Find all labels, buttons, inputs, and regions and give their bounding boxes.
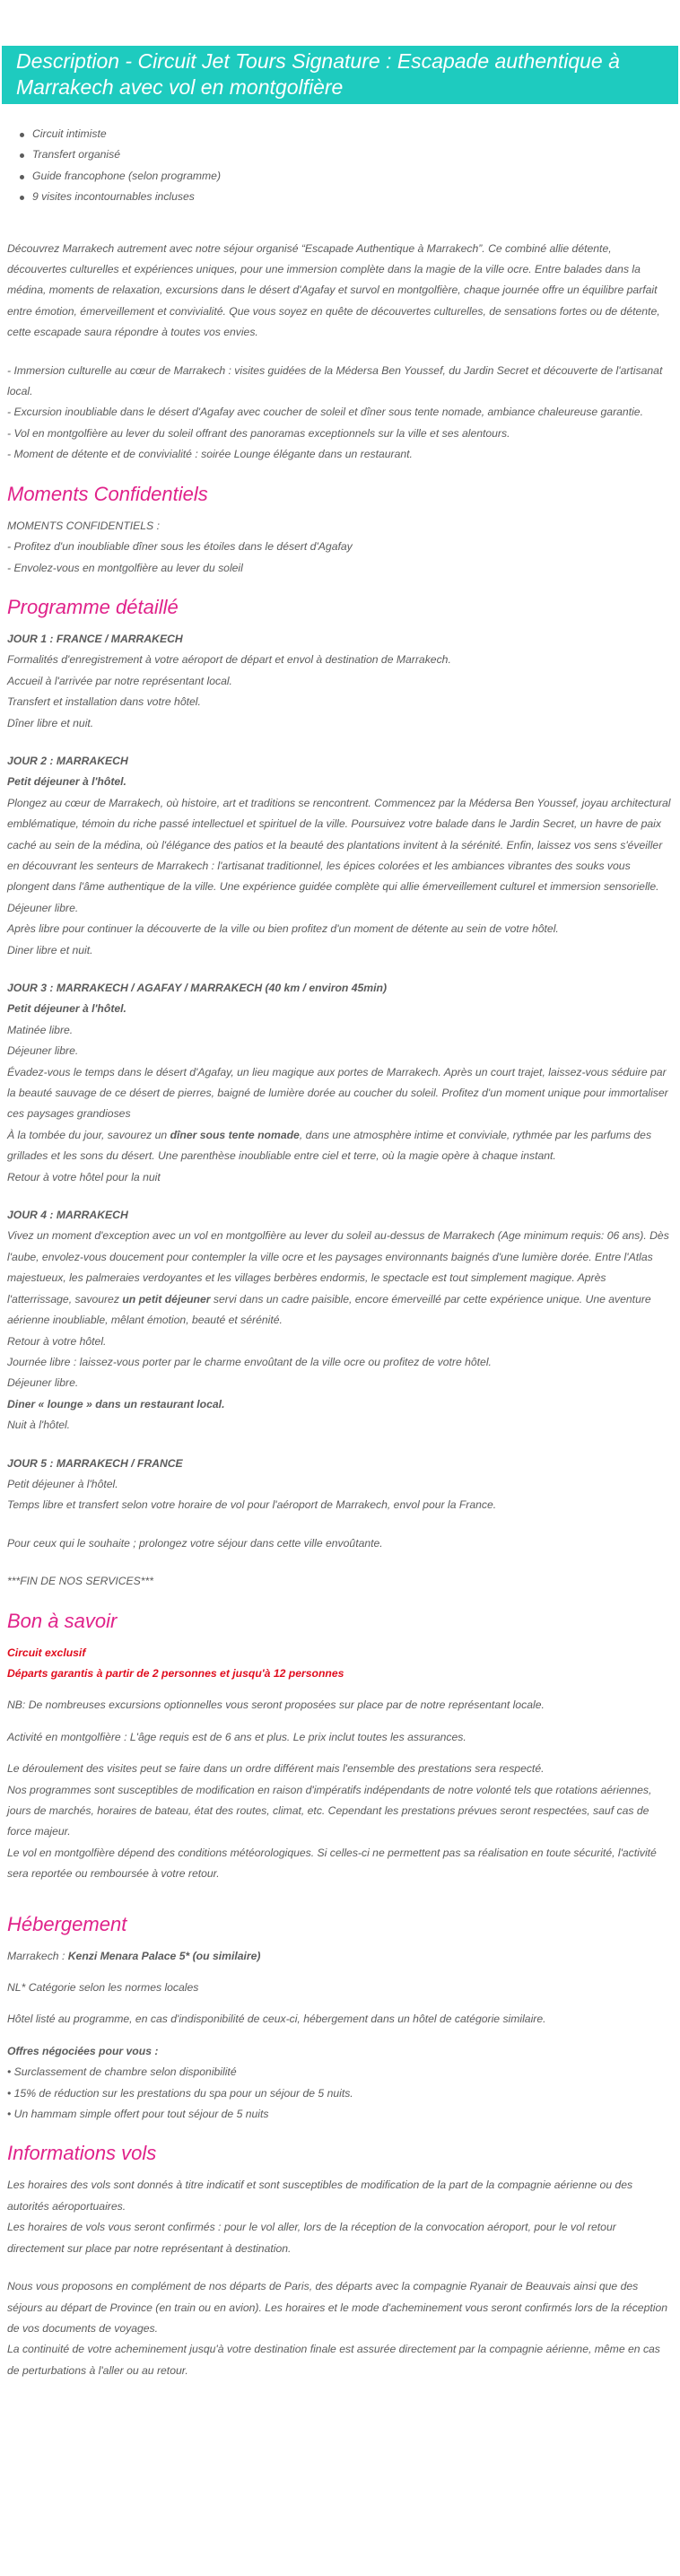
day-text: servi dans un cadre paisible, encore émerveillé par cette expérience unique. Une aventure aérienne inoubliable, mêlant émotion, beauté et sérénité. [7, 1292, 651, 1327]
section-heading-programme: Programme détaillé [7, 595, 179, 618]
day-paragraph [7, 1226, 673, 1331]
offer-item: • Surclassement de chambre selon disponibilité [7, 2065, 237, 2079]
highlight-item: Circuit intimiste [32, 124, 673, 144]
day-line: Déjeuner libre. [7, 1044, 79, 1058]
programme-day [7, 751, 673, 961]
hotel-line [7, 1946, 673, 1967]
hotel-category-note: NL* Catégorie selon les normes locales [7, 1981, 199, 1995]
day-line: Retour à votre hôtel. [7, 1334, 107, 1348]
moments-item: - Profitez d'un inoubliable dîner sous les étoiles dans le désert d'Agafay [7, 540, 353, 554]
offer-item: • Un hammam simple offert pour tout séjour de 5 nuits [7, 2108, 269, 2121]
programme-days [7, 629, 673, 1533]
intro-list [7, 361, 673, 466]
page-title: Description - Circuit Jet Tours Signature : Escapade authentique à Marrakech avec vol en montgolfière [16, 49, 620, 99]
offers-list [7, 2062, 673, 2125]
day-highlight: dîner sous tente nomade [170, 1128, 300, 1141]
day-paragraph [7, 1125, 673, 1167]
flight-info-paragraph: Les horaires des vols sont donnés à titre indicatif et sont susceptibles de modification de la part de la compagnie aérienne ou des autorités aéroportuaires. Les horaires de vols vous seront confirmés : pour le vol aller, lors de la réception de la convocation aéroport, pour le vol retour directement sur place par notre représentant à destination. [7, 2179, 633, 2255]
day-highlight: un petit déjeuner [122, 1292, 211, 1305]
day-title: JOUR 1 : FRANCE / MARRAKECH [7, 632, 183, 645]
day-title: JOUR 3 : MARRAKECH / AGAFAY / MARRAKECH (40 km / environ 45min) [7, 982, 388, 994]
info-paragraph: Activité en montgolfière : L'âge requis est de 6 ans et plus. Le prix inclut toutes les assurances. [7, 1730, 466, 1743]
info-paragraph: NB: De nombreuses excursions optionnelles vous seront proposées sur place par de notre représentant locale. [7, 1698, 545, 1712]
programme-day [7, 1454, 673, 1516]
day-line: Après libre pour continuer la découverte de la ville ou bien profitez d'un moment de détente au sein de votre hôtel. [7, 922, 559, 936]
programme-closing: Pour ceux qui le souhaite ; prolongez votre séjour dans cette ville envoûtante. [7, 1536, 383, 1550]
day-line: Évadez-vous le temps dans le désert d'Agafay, un lieu magique aux portes de Marrakech. Après un court trajet, laissez-vous séduire par la beauté sauvage de ce désert de pierres, baigné de lumière dorée au coucher du soleil. Profitez d'un moment unique pour immortaliser ces paysages grandioses [7, 1065, 668, 1121]
informations-paragraphs [7, 2175, 673, 2398]
flight-info-paragraph: Nous vous proposons en complément de nos départs de Paris, des départs avec la compagnie Ryanair de Beauvais ainsi que des séjours au départ de Province (en train ou en avion). Les horaires et le mode d'acheminement vous seront confirmés lors de la réception de vos documents de voyages. La continuité de votre acheminement jusqu'à votre destination finale est assurée directement par la compagnie aérienne, même en cas de perturbations à l'aller ou au retour. [7, 2280, 668, 2377]
day-line: Nuit à l'hôtel. [7, 1419, 71, 1432]
day-line: Matinée libre. [7, 1023, 74, 1036]
exclusive-notice: Départs garantis à partir de 2 personnes et jusqu'à 12 personnes [7, 1666, 344, 1680]
day-highlight-line: Petit déjeuner à l'hôtel. [7, 1002, 126, 1016]
day-line: Formalités d'enregistrement à votre aéroport de départ et envol à destination de Marrakech. [7, 653, 451, 667]
day-line: Dîner libre et nuit. [7, 716, 94, 729]
bon-a-savoir-red-lines [7, 1643, 673, 1696]
hotel-prefix: Marrakech : [7, 1949, 68, 1962]
day-line: Accueil à l'arrivée par notre représentant local. [7, 674, 232, 687]
highlight-item: Guide francophone (selon programme) [32, 166, 673, 187]
day-line: Journée libre : laissez-vous porter par le charme envoûtant de la ville ocre ou profitez de votre hôtel. [7, 1355, 492, 1368]
highlight-item: 9 visites incontournables incluses [32, 187, 673, 207]
intro-paragraph: Découvrez Marrakech autrement avec notre séjour organisé “Escapade Authentique à Marrakech”. Ce combiné allie détente, découvertes culturelles et expériences uniques, pour une immersion complète dans la magie de la ville ocre. Entre balades dans la médina, moments de relaxation, excursions dans le désert d'Agafay et survol en montgolfière, chaque journée offre un équilibre parfait entre émotion, émerveillement et convivialité. Que vous soyez en quête de découvertes culturelles, de sensations fortes ou de détente, cette escapade saura répondre à toutes vos envies. [7, 241, 660, 339]
day-text: Vivez un moment d'exception avec un vol en montgolfière au lever du soleil au-dessus de Marrakech (Age minimum requis: 06 ans). Dès l'aube, envolez-vous doucement pour contempler la ville ocre et les paysages environnants baignés d'une lumière dorée. Entre l'Atlas majestueux, les palmeraies verdoyantes et les villages berbères endormis, le spectacle est tout simplement magique. Après l'atterrissage, savourez [7, 1229, 669, 1305]
section-heading-bon-a-savoir: Bon à savoir [7, 1609, 118, 1632]
day-line: Retour à votre hôtel pour la nuit [7, 1170, 161, 1183]
day-highlight-line: Petit déjeuner à l'hôtel. [7, 775, 126, 789]
highlights-list [7, 124, 673, 208]
highlight-item: Transfert organisé [32, 144, 673, 165]
offer-item: • 15% de réduction sur les prestations du spa pour un séjour de 5 nuits. [7, 2086, 353, 2100]
offers-label: Offres négociées pour vous : [7, 2044, 159, 2057]
moments-label: MOMENTS CONFIDENTIELS : [7, 519, 160, 532]
day-title: JOUR 2 : MARRAKECH [7, 754, 128, 767]
programme-day [7, 1205, 673, 1436]
day-text: , dans une atmosphère intime et conviviale, rythmée par les parfums des grillades et les sons du désert. Une parenthèse inoubliable entre ciel et terre, où la magie opère à chaque instant. [7, 1128, 652, 1163]
intro-list-item: - Immersion culturelle au cœur de Marrakech : visites guidées de la Médersa Ben Youssef, du Jardin Secret et découverte de l'artisanat local. [7, 363, 663, 398]
hotel-availability-note: Hôtel listé au programme, en cas d'indisponibilité de ceux-ci, hébergement dans un hôtel de catégorie similaire. [7, 2013, 546, 2026]
hotel-name: Kenzi Menara Palace 5* (ou similaire) [67, 1949, 261, 1962]
intro-list-item: - Moment de détente et de convivialité : soirée Lounge élégante dans un restaurant. [7, 448, 413, 461]
moments-item: - Envolez-vous en montgolfière au lever du soleil [7, 561, 243, 574]
end-services: ***FIN DE NOS SERVICES*** [7, 1575, 154, 1588]
bon-a-savoir-paragraphs [7, 1695, 673, 1895]
intro-list-item: - Vol en montgolfière au lever du soleil offrant des panoramas exceptionnels sur la ville et ses alentours. [7, 426, 510, 440]
section-heading-moments: Moments Confidentiels [7, 482, 208, 505]
section-heading-informations: Informations vols [7, 2142, 157, 2165]
day-text: À la tombée du jour, savourez un [7, 1128, 170, 1141]
day-title: JOUR 5 : MARRAKECH / FRANCE [7, 1456, 183, 1470]
moments-list [7, 537, 673, 579]
page [0, 46, 680, 2398]
day-line: Déjeuner libre. [7, 901, 79, 914]
day-line: Temps libre et transfert selon votre horaire de vol pour l'aéroport de Marrakech, envol pour la France. [7, 1498, 497, 1512]
day-line: Déjeuner libre. [7, 1376, 79, 1390]
intro-list-item: - Excursion inoubliable dans le désert d'Agafay avec coucher de soleil et dîner sous tente nomade, ambiance chaleureuse garantie. [7, 406, 643, 419]
day-line: Petit déjeuner à l'hôtel. [7, 1477, 118, 1490]
page-title-banner [2, 46, 678, 104]
programme-day [7, 629, 673, 734]
day-line: Diner libre et nuit. [7, 943, 93, 956]
exclusive-notice: Circuit exclusif [7, 1646, 86, 1659]
day-line: Transfert et installation dans votre hôtel. [7, 695, 201, 709]
day-highlight-line: Diner « lounge » dans un restaurant local. [7, 1397, 225, 1410]
day-line: Plongez au cœur de Marrakech, où histoire, art et traditions se rencontrent. Commencez par la Médersa Ben Youssef, joyau architectural emblématique, témoin du riche passé intellectuel et spirituel de la ville. Poursuivez votre balade dans le Jardin Secret, un havre de paix caché au sein de la médina, où l'élégance des patios et la beauté des plantations invitent à la sérénité. Enfin, laissez vos sens s'éveiller en découvrant les senteurs de Marrakech : l'artisanat traditionnel, les épices colorées et les ambiances vibrantes des souks vous plongent dans l'âme authentique de la ville. Une expérience guidée complète qui allie émerveillement culturel et immersion sensorielle. [7, 796, 671, 894]
day-title: JOUR 4 : MARRAKECH [7, 1209, 128, 1222]
section-heading-hebergement: Hébergement [7, 1912, 127, 1935]
info-paragraph: Le déroulement des visites peut se faire dans un ordre différent mais l'ensemble des prestations sera respecté. Nos programmes sont susceptibles de modification en raison d'impératifs indépendants de notre volonté tels que rotations aériennes, jours de marchés, horaires de bateau, état des routes, climat, etc. Cependant les prestations prévues seront respectées, sauf cas de force majeur. Le vol en montgolfière dépend des conditions météorologiques. Si celles-ci ne permettent pas sa réalisation en toute sécurité, l'activité sera reportée ou remboursée à votre retour. [7, 1762, 657, 1881]
programme-day [7, 978, 673, 1188]
